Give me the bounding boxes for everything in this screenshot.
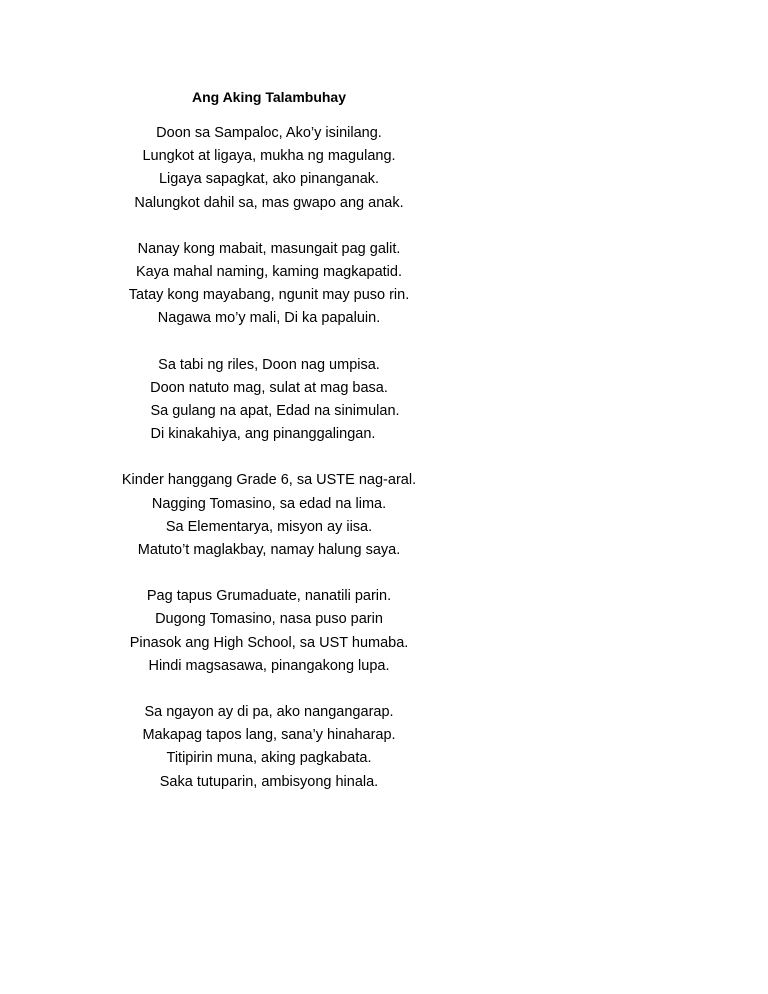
stanza-6 (0, 701, 538, 794)
poem-line: Pag tapus Grumaduate, nanatili parin. (146, 588, 392, 605)
poem-line: Kaya mahal naming, kaming magkapatid. (136, 264, 402, 281)
poem-line: Saka tutuparin, ambisyong hinala. (159, 773, 379, 790)
stanza-4 (0, 469, 538, 562)
poem-line: Nagging Tomasino, sa edad na lima. (151, 495, 387, 512)
poem-line: Lungkot at ligaya, mukha ng magulang. (142, 148, 396, 165)
poem-line: Nalungkot dahil sa, mas gwapo ang anak. (134, 194, 404, 211)
poem-line: Sa gulang na apat, Edad na sinimulan. (150, 403, 400, 420)
poem-line: Dugong Tomasino, nasa puso parin (155, 611, 383, 628)
poem-line: Pinasok ang High School, sa UST humaba. (129, 634, 409, 651)
poem-line: Sa tabi ng riles, Doon nag umpisa. (158, 356, 380, 373)
poem-line: Doon natuto mag, sulat at mag basa. (150, 379, 388, 396)
poem-line: Di kinakahiya, ang pinanggalingan. (150, 426, 376, 443)
stanza-3 (0, 354, 538, 447)
stanza-5 (0, 585, 538, 678)
poem-line: Makapag tapos lang, sana’y hinaharap. (142, 727, 396, 744)
stanza-1 (0, 122, 538, 215)
poem-title: Ang Aking Talambuhay (191, 89, 346, 105)
poem-line: Titipirin muna, aking pagkabata. (166, 750, 372, 767)
poem-line: Ligaya sapagkat, ako pinanganak. (158, 171, 380, 188)
poem-line: Sa ngayon ay di pa, ako nangangarap. (144, 704, 394, 721)
poem-line: Kinder hanggang Grade 6, sa USTE nag-aral. (121, 472, 417, 489)
poem-line: Nanay kong mabait, masungait pag galit. (137, 240, 401, 257)
poem-body (0, 122, 538, 817)
poem-line: Matuto’t maglakbay, namay halung saya. (137, 542, 401, 559)
poem-line: Nagawa mo’y mali, Di ka papaluin. (157, 310, 381, 327)
poem-line: Sa Elementarya, misyon ay iisa. (165, 518, 373, 535)
poem-line: Tatay kong mayabang, ngunit may puso rin. (128, 287, 410, 304)
poem-line: Doon sa Sampaloc, Ako’y isinilang. (156, 125, 382, 141)
stanza-2 (0, 238, 538, 331)
poem-line: Hindi magsasawa, pinangakong lupa. (148, 657, 390, 674)
